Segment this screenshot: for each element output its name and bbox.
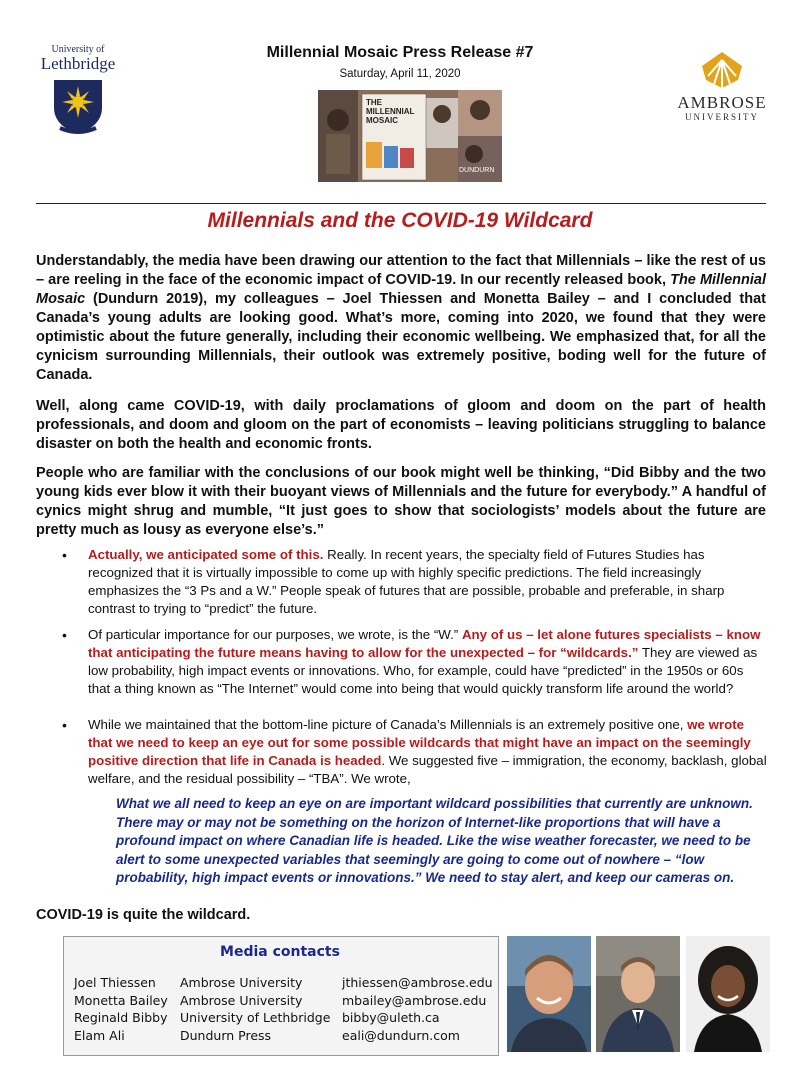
lethbridge-logo-line2: Lethbridge xyxy=(40,54,116,73)
contact-org: Ambrose University xyxy=(180,992,303,1008)
book-quote: What we all need to keep an eye on are important wildcard possibilities that currently are unknown. There may or may not be something on the horizon of Internet-like proportions that will have a profound impact on where Canadian life is headed. Like the wise weather forecaster, we need to be alert to some unexpected variables that seemingly are going to come out of nowhere – “low probability, high impact events or innovations.” We need to stay alert, and keep our cameras on. xyxy=(116,796,753,885)
press-release-title: Millennial Mosaic Press Release #7 xyxy=(266,44,534,61)
bullet-emphasis: Actually, we anticipated some of this. xyxy=(88,547,324,562)
contact-email[interactable]: jthiessen@ambrose.edu xyxy=(342,975,493,990)
bullet-marker: • xyxy=(62,547,67,563)
paragraph-1 xyxy=(36,252,766,385)
headshot-photo xyxy=(507,936,591,1052)
lethbridge-logo xyxy=(38,44,118,136)
bullet-marker: • xyxy=(62,717,67,733)
paragraph-text: (Dundurn 2019), my colleagues – Joel Thiessen and Monetta Bailey – and I concluded that Canada’s young adults are looking good. What’s more, coming into 2020, we found that they were optimistic about the future generally, including their economic wellbeing. We emphasized that, for all the cynicism surrounding Millennials, their outlook was extremely positive, boding well for the future of Canada. xyxy=(36,291,766,383)
bullet-item-1 xyxy=(88,546,768,618)
contact-org: Ambrose University xyxy=(180,975,303,990)
book-title-line: THE xyxy=(366,98,382,107)
ambrose-logo xyxy=(672,50,772,140)
contact-name: Reginald Bibby xyxy=(74,1010,168,1025)
paragraph-text: Understandably, the media have been drawing our attention to the fact that Millennials – like the rest of us – are reeling in the face of the economic impact of COVID-19. In our recently released book, xyxy=(36,253,766,288)
paragraph-2: Well, along came COVID-19, with daily proclamations of gloom and doom on the part of health professionals, and doom and gloom on the part of economists – leaving politicians struggling to balance disaster on both the health and economic fronts. xyxy=(36,398,766,452)
contact-email[interactable]: eali@dundurn.com xyxy=(342,1027,460,1043)
bullet-item-3 xyxy=(88,716,768,788)
contact-email[interactable]: bibby@uleth.ca xyxy=(342,1010,440,1025)
bullet-emphasis: we wrote that we need to keep an eye out for some possible wildcards that might have an impact on the seemingly positive direction that life in Canada is headed xyxy=(88,717,751,768)
book-title-italic: The Millennial Mosaic xyxy=(36,272,767,307)
bullet-emphasis: Any of us – let alone futures specialists – know that anticipating the future means having to allow for the unexpected – for “wildcards.” xyxy=(88,627,761,660)
contact-org: University of Lethbridge xyxy=(180,1010,331,1025)
media-contacts-title: Media contacts xyxy=(220,944,340,960)
headshot-photo xyxy=(596,936,680,1052)
book-publisher-label: DUNDURN xyxy=(459,167,495,174)
contact-orgs-column xyxy=(180,974,330,1044)
ambrose-logo-word: AMBROSE xyxy=(677,93,767,112)
bullet-item-2 xyxy=(88,626,768,698)
contact-names-column xyxy=(74,974,168,1044)
lethbridge-logo-line1: University of xyxy=(51,44,105,55)
contact-name: Monetta Bailey xyxy=(74,992,168,1008)
contact-name: Joel Thiessen xyxy=(74,975,156,990)
contact-name: Elam Ali xyxy=(74,1027,125,1043)
contact-email[interactable]: mbailey@ambrose.edu xyxy=(342,992,487,1008)
bullet-text: Of particular importance for our purposes, we wrote, is the “W.” xyxy=(88,627,462,642)
lethbridge-crest-icon xyxy=(50,76,106,136)
bullet-text: They are viewed as low probability, high impact events or innovations. Who, for example, could have “predicted” in the 1950s or 60s that a thing known as “The Internet” would come into being that would quickly transform life around the world? xyxy=(88,645,758,696)
contact-org: Dundurn Press xyxy=(180,1027,272,1043)
headline: Millennials and the COVID-19 Wildcard xyxy=(207,209,593,232)
bullet-marker: • xyxy=(62,627,67,643)
bullet-text: While we maintained that the bottom-line picture of Canada’s Millennials is an extremely positive one, xyxy=(88,717,688,732)
contact-emails-column xyxy=(342,974,493,1044)
bullet-text: Really. In recent years, the specialty field of Futures Studies has recognized that it is virtually impossible to come up with highly specific predictions. The field increasingly emphasizes the “3 Ps and a W.” People speak of futures that are possible, probable and preferable, in sharp contrast to trying to “predict” the future. xyxy=(88,547,725,616)
book-title-line: MOSAIC xyxy=(366,116,398,125)
press-release-date: Saturday, April 11, 2020 xyxy=(339,68,461,80)
book-cover-title xyxy=(366,98,428,125)
book-title-line: MILLENNIAL xyxy=(366,107,415,116)
closing-line: COVID-19 is quite the wildcard. xyxy=(36,907,251,923)
ambrose-logo-sub: UNIVERSITY xyxy=(685,112,759,122)
headshot-photo xyxy=(686,936,770,1052)
paragraph-3: People who are familiar with the conclusions of our book might well be thinking, “Did Bibby and the two young kids ever blow it with their buoyant views of Millennials and the future for everybody.” A handful of cynics might shrug and mumble, “It just goes to show that sociologists’ models about the future are pretty much as lousy as everyone else’s.” xyxy=(36,465,766,538)
bullet-text: . We suggested five – immigration, the economy, backlash, global welfare, and the residual possibility – “TBA”. We wrote, xyxy=(88,753,767,786)
header-divider xyxy=(36,203,766,204)
ambrose-sunburst-icon xyxy=(700,50,744,90)
